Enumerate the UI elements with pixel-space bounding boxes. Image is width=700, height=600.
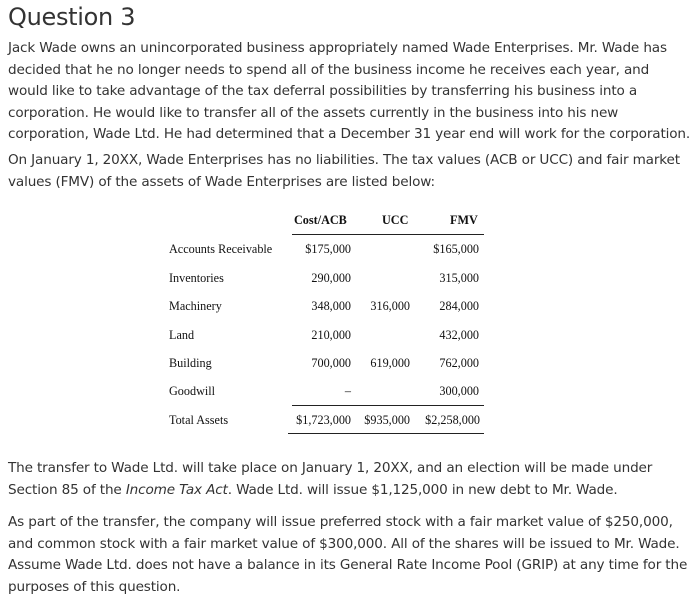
row-fmv: 284,000 (439, 299, 479, 313)
row-acb: 700,000 (311, 356, 351, 370)
row-acb: 290,000 (311, 271, 351, 285)
row-fmv: 300,000 (439, 384, 479, 398)
row-label: Machinery (169, 299, 222, 313)
total-ucc: $935,000 (364, 413, 410, 427)
row-ucc: 316,000 (370, 299, 410, 313)
total-top-rule (292, 405, 484, 406)
row-acb: 210,000 (311, 328, 351, 342)
transfer-text-before: The transfer to Wade Ltd. will take place on January 1, 20XX, and an election will be made under Section 85 of the (8, 460, 653, 498)
act-name: Income Tax Act (125, 481, 228, 498)
header-rule (292, 234, 484, 235)
row-label: Goodwill (169, 384, 216, 398)
total-bottom-rule (288, 433, 484, 434)
row-label: Land (169, 328, 195, 342)
question-title: Question 3 (8, 3, 136, 31)
total-fmv: $2,258,000 (425, 413, 480, 427)
row-label: Building (169, 356, 212, 370)
assets-intro-paragraph: On January 1, 20XX, Wade Enterprises has no liabilities. The tax values (ACB or UCC) and fair market values (FMV) of the assets of Wade Enterprises are listed below: (8, 152, 680, 190)
row-fmv: 762,000 (439, 356, 479, 370)
shares-paragraph: As part of the transfer, the company will issue preferred stock with a fair market value of $250,000, and common stock with a fair market value of $300,000. All of the shares will be issued to Mr. Wade. Assume Wade Ltd. does not have a balance in its General Rate Income Pool (GRIP) at any time for the purposes of this question. (8, 514, 688, 595)
row-fmv: $165,000 (433, 242, 479, 256)
total-acb: $1,723,000 (296, 413, 351, 427)
row-label: Inventories (169, 271, 224, 285)
transfer-paragraph (8, 458, 692, 501)
row-label: Accounts Receivable (169, 242, 273, 256)
row-fmv: 432,000 (439, 328, 479, 342)
header-ucc: UCC (382, 213, 409, 227)
total-label: Total Assets (169, 413, 229, 427)
row-acb: $175,000 (305, 242, 351, 256)
row-acb: – (344, 384, 351, 398)
row-ucc: 619,000 (370, 356, 410, 370)
row-fmv: 315,000 (439, 271, 479, 285)
header-fmv: FMV (450, 213, 478, 227)
intro-paragraph: Jack Wade owns an unincorporated business appropriately named Wade Enterprises. Mr. Wade has decided that he no longer needs to spend all of the business income he receives each year, and would like to take advantage of the tax deferral possibilities by transferring his business into a corporation. He would like to transfer all of the assets currently in the business into his new corporation, Wade Ltd. He had determined that a December 31 year end will work for the corporation. (8, 40, 691, 142)
transfer-text-after: . Wade Ltd. will issue $1,125,000 in new debt to Mr. Wade. (227, 481, 618, 498)
row-acb: 348,000 (311, 299, 351, 313)
header-cost-acb: Cost/ACB (294, 213, 347, 227)
